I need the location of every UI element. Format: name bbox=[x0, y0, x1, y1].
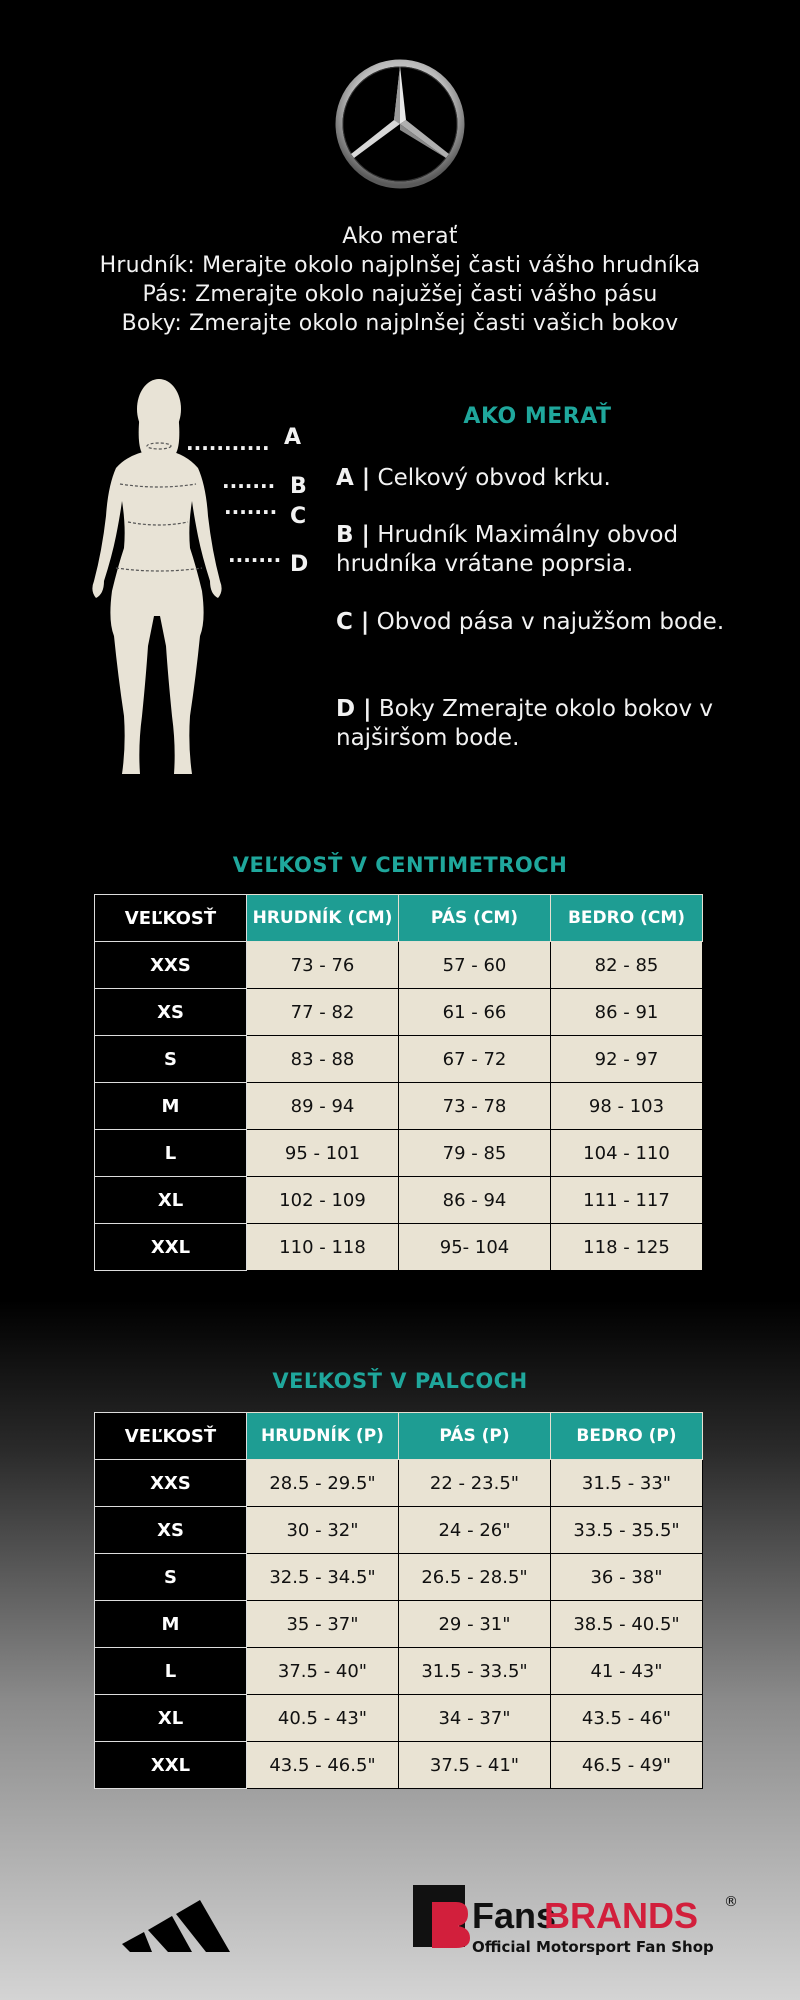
chest-cell: 102 - 109 bbox=[247, 1177, 399, 1224]
chest-cell: 95 - 101 bbox=[247, 1130, 399, 1177]
waist-cell: 67 - 72 bbox=[399, 1036, 551, 1083]
table-row bbox=[95, 1036, 703, 1083]
how-item-text: Celkový obvod krku. bbox=[377, 465, 611, 491]
hips-cell: 41 - 43" bbox=[551, 1648, 703, 1695]
cm-table-title: VEĽKOSŤ V CENTIMETROCH bbox=[232, 853, 568, 877]
chest-cell: 77 - 82 bbox=[247, 989, 399, 1036]
table-row bbox=[95, 1224, 703, 1271]
inch-size-table bbox=[94, 1412, 703, 1789]
size-cell: XS bbox=[95, 1507, 247, 1554]
waist-cell: 86 - 94 bbox=[399, 1177, 551, 1224]
size-cell: XXS bbox=[95, 942, 247, 989]
waist-cell: 73 - 78 bbox=[399, 1083, 551, 1130]
hips-cell: 36 - 38" bbox=[551, 1554, 703, 1601]
header-chest: HRUDNÍK (CM) bbox=[247, 895, 399, 942]
header-hips: BEDRO (CM) bbox=[551, 895, 703, 942]
table-row bbox=[95, 1554, 703, 1601]
size-cell: XL bbox=[95, 1177, 247, 1224]
size-cell: XXL bbox=[95, 1742, 247, 1789]
chest-cell: 32.5 - 34.5" bbox=[247, 1554, 399, 1601]
brand-brands-text: BRANDS bbox=[544, 1895, 699, 1936]
svg-text:.......: ....... bbox=[222, 469, 276, 493]
svg-text:...........: ........... bbox=[186, 431, 270, 455]
chest-cell: 37.5 - 40" bbox=[247, 1648, 399, 1695]
intro-title: Ako merať bbox=[342, 224, 458, 249]
how-item-text: Boky Zmerajte okolo bokov v najširšom bode. bbox=[336, 696, 714, 751]
size-cell: S bbox=[95, 1036, 247, 1083]
chest-cell: 43.5 - 46.5" bbox=[247, 1742, 399, 1789]
hips-cell: 92 - 97 bbox=[551, 1036, 703, 1083]
header-waist: PÁS (P) bbox=[399, 1413, 551, 1460]
chest-cell: 30 - 32" bbox=[247, 1507, 399, 1554]
guide-label-b: B bbox=[290, 474, 307, 499]
how-item-key: D | bbox=[336, 696, 372, 722]
chest-cell: 35 - 37" bbox=[247, 1601, 399, 1648]
table-row bbox=[95, 1130, 703, 1177]
size-cell: XL bbox=[95, 1695, 247, 1742]
how-item-c bbox=[336, 608, 756, 637]
header-waist: PÁS (CM) bbox=[399, 895, 551, 942]
chest-cell: 110 - 118 bbox=[247, 1224, 399, 1271]
how-item-key: B | bbox=[336, 522, 370, 548]
table-row bbox=[95, 1083, 703, 1130]
chest-cell: 28.5 - 29.5" bbox=[247, 1460, 399, 1507]
chest-cell: 40.5 - 43" bbox=[247, 1695, 399, 1742]
chest-cell: 89 - 94 bbox=[247, 1083, 399, 1130]
table-row bbox=[95, 1601, 703, 1648]
guide-label-d: D bbox=[290, 552, 309, 577]
header-size: VEĽKOSŤ bbox=[95, 1413, 247, 1460]
size-cell: M bbox=[95, 1083, 247, 1130]
hips-cell: 111 - 117 bbox=[551, 1177, 703, 1224]
registered-mark: ® bbox=[724, 1894, 738, 1910]
header-chest: HRUDNÍK (P) bbox=[247, 1413, 399, 1460]
size-cell: S bbox=[95, 1554, 247, 1601]
adidas-logo bbox=[122, 1886, 240, 1954]
waist-cell: 57 - 60 bbox=[399, 942, 551, 989]
hips-cell: 104 - 110 bbox=[551, 1130, 703, 1177]
brand-fans-text: Fans bbox=[472, 1895, 557, 1936]
waist-cell: 24 - 26" bbox=[399, 1507, 551, 1554]
intro-block bbox=[0, 222, 800, 338]
chest-cell: 83 - 88 bbox=[247, 1036, 399, 1083]
how-item-d bbox=[336, 695, 756, 753]
waist-cell: 26.5 - 28.5" bbox=[399, 1554, 551, 1601]
fansbrands-logo bbox=[412, 1880, 742, 1960]
waist-cell: 95- 104 bbox=[399, 1224, 551, 1271]
size-cell: L bbox=[95, 1130, 247, 1177]
how-item-key: A | bbox=[336, 465, 371, 491]
hips-cell: 38.5 - 40.5" bbox=[551, 1601, 703, 1648]
size-cell: M bbox=[95, 1601, 247, 1648]
table-row bbox=[95, 1742, 703, 1789]
mercedes-star-logo bbox=[334, 58, 466, 190]
cm-size-table bbox=[94, 894, 703, 1271]
hips-cell: 33.5 - 35.5" bbox=[551, 1507, 703, 1554]
guide-label-a: A bbox=[284, 425, 302, 450]
hips-cell: 86 - 91 bbox=[551, 989, 703, 1036]
svg-text:.......: ....... bbox=[228, 543, 282, 567]
header-hips: BEDRO (P) bbox=[551, 1413, 703, 1460]
how-item-a bbox=[336, 464, 756, 493]
table-row bbox=[95, 989, 703, 1036]
waist-cell: 29 - 31" bbox=[399, 1601, 551, 1648]
how-to-measure-title: AKO MERAŤ bbox=[463, 404, 612, 429]
brand-tagline: Official Motorsport Fan Shop bbox=[472, 1938, 714, 1956]
intro-line-chest: Hrudník: Merajte okolo najplnšej časti vášho hrudníka bbox=[99, 253, 701, 278]
size-cell: XXS bbox=[95, 1460, 247, 1507]
table-row bbox=[95, 1177, 703, 1224]
table-row bbox=[95, 1648, 703, 1695]
table-row bbox=[95, 1695, 703, 1742]
svg-text:.......: ....... bbox=[224, 495, 278, 519]
size-cell: XS bbox=[95, 989, 247, 1036]
hips-cell: 98 - 103 bbox=[551, 1083, 703, 1130]
how-item-b bbox=[336, 521, 756, 579]
header-size: VEĽKOSŤ bbox=[95, 895, 247, 942]
table-row bbox=[95, 942, 703, 989]
intro-line-hips: Boky: Zmerajte okolo najplnšej časti vašich bokov bbox=[121, 311, 679, 336]
table-header-row bbox=[95, 895, 703, 942]
how-item-text: Hrudník Maximálny obvod hrudníka vrátane poprsia. bbox=[336, 522, 679, 577]
chest-cell: 73 - 76 bbox=[247, 942, 399, 989]
inch-table-title: VEĽKOSŤ V PALCOCH bbox=[272, 1369, 528, 1393]
waist-cell: 79 - 85 bbox=[399, 1130, 551, 1177]
hips-cell: 43.5 - 46" bbox=[551, 1695, 703, 1742]
table-header-row bbox=[95, 1413, 703, 1460]
how-item-key: C | bbox=[336, 609, 370, 635]
hips-cell: 31.5 - 33" bbox=[551, 1460, 703, 1507]
table-row bbox=[95, 1460, 703, 1507]
size-cell: XXL bbox=[95, 1224, 247, 1271]
waist-cell: 22 - 23.5" bbox=[399, 1460, 551, 1507]
waist-cell: 34 - 37" bbox=[399, 1695, 551, 1742]
size-cell: L bbox=[95, 1648, 247, 1695]
waist-cell: 37.5 - 41" bbox=[399, 1742, 551, 1789]
how-item-text: Obvod pása v najužšom bode. bbox=[376, 609, 725, 635]
guide-label-c: C bbox=[290, 504, 307, 529]
hips-cell: 46.5 - 49" bbox=[551, 1742, 703, 1789]
intro-line-waist: Pás: Zmerajte okolo najužšej časti vášho pásu bbox=[142, 282, 658, 307]
waist-cell: 31.5 - 33.5" bbox=[399, 1648, 551, 1695]
hips-cell: 82 - 85 bbox=[551, 942, 703, 989]
table-row bbox=[95, 1507, 703, 1554]
waist-cell: 61 - 66 bbox=[399, 989, 551, 1036]
hips-cell: 118 - 125 bbox=[551, 1224, 703, 1271]
